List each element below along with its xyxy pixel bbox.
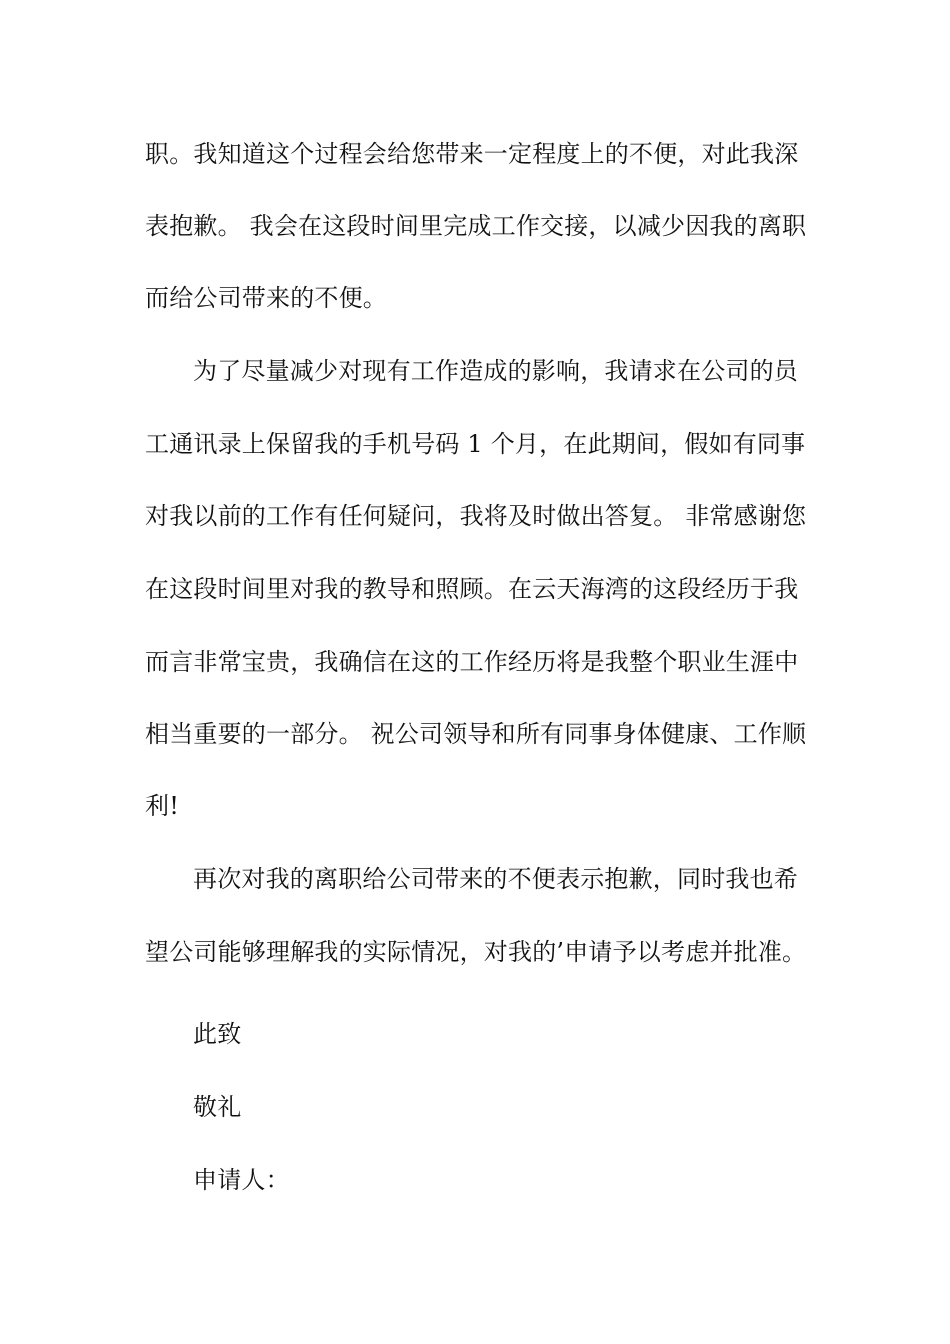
paragraph-2-line-5: 而言非常宝贵，我确信在这的工作经历将是我整个职业生涯中 [145,648,799,676]
paragraph-2-line-1: 为了尽量减少对现有工作造成的影响，我请求在公司的员 [193,357,798,385]
paragraph-2-line-2: 工通讯录上保留我的手机号码 1 个月，在此期间，假如有同事 [145,430,806,458]
paragraph-3-line-1: 再次对我的离职给公司带来的不便表示抱歉，同时我也希 [193,865,798,893]
paragraph-2-line-6: 相当重要的一部分。 祝公司领导和所有同事身体健康、工作顺 [145,720,807,748]
paragraph-2-line-7: 利! [145,792,180,820]
paragraph-1-line-3: 而给公司带来的不便。 [145,284,387,312]
paragraph-2-line-4: 在这段时间里对我的教导和照顾。在云天海湾的这段经历于我 [145,575,799,603]
closing-salutation: 此致 [193,1020,242,1048]
closing-regards: 敬礼 [193,1093,242,1121]
paragraph-1-line-2: 表抱歉。 我会在这段时间里完成工作交接，以减少因我的离职 [145,212,807,240]
applicant-label: 申请人： [193,1166,290,1194]
paragraph-2-line-3: 对我以前的工作有任何疑问，我将及时做出答复。 非常感谢您 [145,502,807,530]
paragraph-3-line-2: 望公司能够理解我的实际情况，对我的’申请予以考虑并批准。 [145,938,807,966]
paragraph-1-line-1: 职。我知道这个过程会给您带来一定程度上的不便，对此我深 [145,140,799,168]
